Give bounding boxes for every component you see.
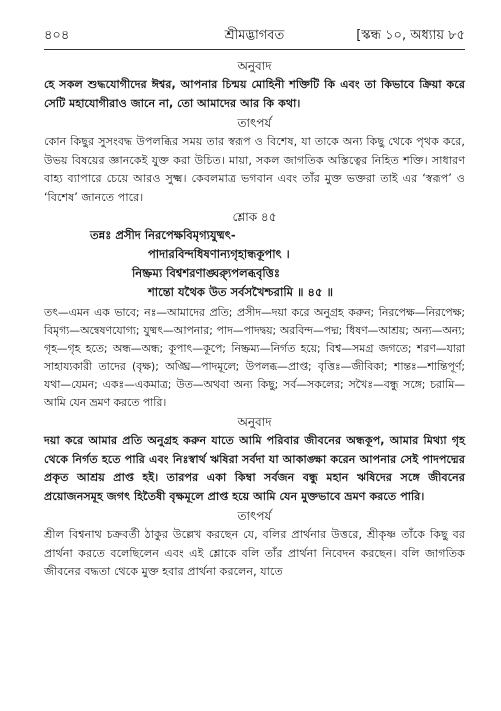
purport-text: কোন কিছুর সুসংবদ্ধ উপলব্ধির সময় তার স্বরূপ ও বিশেষ, যা তাকে অন্য কিছু থেকে পৃথক করে, উভয় বিষয়ের জ্ঞানকেই যুক্ত করা উচিত। মায়া, সকল জাগতিক অস্তিত্বের নিহিত শক্তি। সাধারণ বাহ্য ব্যাপারে চেয়ে আরও সুক্ষ্ম। কেবলমাত্র ভগবান এবং তাঁর মুক্ত ভক্তরা তাই এর ‘স্বরূপ’ ও ‘বিশেষ’ জানতে পারে। xyxy=(44,135,465,204)
verse-block xyxy=(44,226,465,302)
book-title: শ্রীমদ্ভাগবত xyxy=(224,28,285,43)
purport-text: শ্রীল বিশ্বনাথ চক্রবর্তী ঠাকুর উল্লেখ করছেন যে, বলির প্রার্থনার উত্তরে, শ্রীকৃষ্ণ তাঁকে কিছু বর প্রার্থনা করতে বলেছিলেন এবং এই শ্লোকে বলি তাঁর প্রার্থনা নিবেদন করছেন। বলি জাগতিক জীবনের বদ্ধতা থেকে মুক্ত হবার প্রার্থনা করলেন, যাতে xyxy=(44,528,465,578)
page-body xyxy=(44,56,465,582)
purport-label: তাৎপর্য xyxy=(237,509,272,523)
verse-line: নিষ্ক্রম্য বিশ্বশরণাঙ্ঘ্র্যুপলব্ধবৃত্তিঃ xyxy=(132,266,281,280)
verse-line: শান্তো যথৈক উত সর্বসখৈশ্চরামি ॥ ৪৫ ॥ xyxy=(148,285,333,299)
header-divider xyxy=(44,49,465,50)
translation-text: দয়া করে আমার প্রতি অনুগ্রহ করুন যাতে আমি পরিবার জীবনের অন্ধকূপ, আমার মিথ্যা গৃহ থেকে নির্গত হতে পারি এবং নিঃস্বার্থ ঋষিরা সর্বদা যা আকাঙ্ক্ষা করেন আপনার সেই পাদপদ্মের প্রকৃত আশ্রয় প্রাপ্ত হই। তারপর একা কিম্বা সর্বজন বন্ধু মহান ঋষিদের সঙ্গে জীবনের প্রয়োজনসমূহ জগৎ হিতৈষী বৃক্ষমূলে প্রাপ্ত হয়ে আমি যেন মুক্তভাবে ভ্রমণ করতে পারি। xyxy=(44,434,465,503)
page-header xyxy=(44,26,465,46)
verse-heading: শ্লোক ৪৫ xyxy=(232,210,277,224)
verse-line: তন্নঃ প্রসীদ নিরপেক্ষবিমৃগ্যযুষ্মৎ- xyxy=(90,228,236,242)
translation-label: অনুবাদ xyxy=(237,59,272,73)
translation-label: অনুবাদ xyxy=(237,415,272,429)
verse-line: পাদারবিন্দধিষণান্যগৃহান্ধকূপাৎ । xyxy=(148,247,290,261)
page-number: ৪০৪ xyxy=(44,28,70,43)
synonyms-text: তৎ—এমন এক ভাবে; নঃ—আমাদের প্রতি; প্রসীদ—দয়া করে অনুগ্রহ করুন; নিরপেক্ষ—নিরপেক্ষ; বিমৃগ্য—অন্বেষণযোগ্য; যুষ্মৎ—আপনার; পাদ—পাদদ্বয়; অরবিন্দ—পদ্ম; ধিষণ—আশ্রয়; অন্য—অন্য; গৃহ—গৃহ হতে; অন্ধ—অন্ধ; কূপাৎ—কূপে; নিষ্ক্রম্য—নির্গত হয়ে; বিশ্ব—সমগ্র জগতে; শরণ—যারা সাহায্যকারী তাদের (বৃক্ষ); অঙ্ঘ্রি—পাদমূলে; উপলব্ধ—প্রাপ্ত; বৃত্তিঃ—জীবিকা; শান্তঃ—শান্তিপূর্ণ; যথা—যেমন; একঃ—একমাত্র; উত—অথবা অন্য কিছু; সর্ব—সকলের; সখৈঃ—বন্ধু সঙ্গে; চরামি—আমি যেন ভ্রমণ করতে পারি। xyxy=(44,306,465,409)
chapter-reference: [স্কন্ধ ১০, অধ্যায় ৮৫ xyxy=(356,28,465,43)
translation-text: হে সকল শুদ্ধযোগীদের ঈশ্বর, আপনার চিন্ময় মোহিনী শক্তিটি কি এবং তা কিভাবে ক্রিয়া করে সেটি মহাযোগীরাও জানে না, তো আমাদের আর কি কথা। xyxy=(44,78,465,110)
purport-label: তাৎপর্য xyxy=(237,116,272,130)
